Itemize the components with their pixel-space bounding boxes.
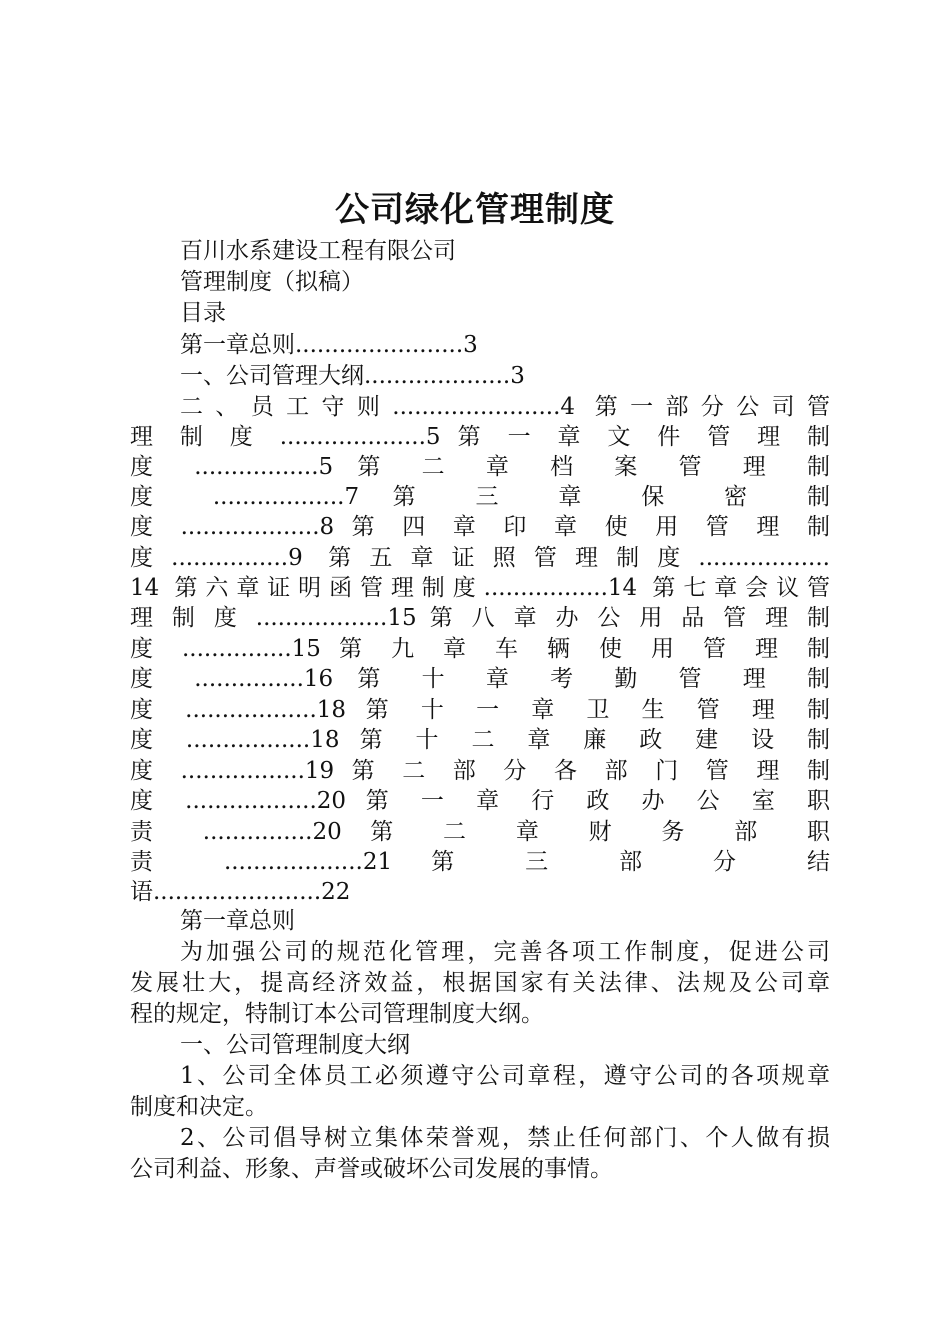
toc-line: 理 制 度 ....................5 第 一 章 文 件 管 理 制	[130, 424, 830, 450]
toc-line: 语.......................22	[130, 879, 351, 905]
paragraph-line: 发展壮大，提高经济效益，根据国家有关法律、法规及公司章	[130, 970, 830, 996]
toc-line: 度 ..................20 第 一 章 行 政 办 公 室 职	[130, 788, 830, 814]
subsection-heading: 一、公司管理制度大纲	[180, 1032, 410, 1058]
toc-heading: 目录	[180, 300, 226, 326]
toc-line: 14 第六章证明函管理制度.................14 第七章会议管	[130, 575, 830, 601]
toc-line: 度................9 第五章证照管理制度..................	[130, 545, 830, 571]
paragraph-line: 制度和决定。	[130, 1094, 268, 1120]
section-heading: 第一章总则	[180, 908, 295, 934]
toc-line: 度 ..................18 第 十 一 章 卫 生 管 理 制	[130, 697, 830, 723]
paragraph-line: 1、公司全体员工必须遵守公司章程，遵守公司的各项规章	[180, 1063, 830, 1089]
toc-line: 度 ...................8 第 四 章 印 章 使 用 管 理 制	[130, 514, 830, 540]
toc-line: 责 ...................21 第 三 部 分 结	[130, 849, 830, 875]
document-title: 公司绿化管理制度	[335, 190, 615, 230]
toc-line: 第一章总则.......................3	[180, 332, 478, 358]
paragraph-line: 公司利益、形象、声誉或破坏公司发展的事情。	[130, 1156, 613, 1182]
toc-line: 度 .................5 第 二 章 档 案 管 理 制	[130, 454, 830, 480]
toc-line: 一、公司管理大纲....................3	[180, 363, 525, 389]
paragraph-line: 程的规定，特制订本公司管理制度大纲。	[130, 1001, 544, 1027]
toc-line: 度 .................18 第 十 二 章 廉 政 建 设 制	[130, 727, 830, 753]
toc-line: 度 .................19 第 二 部 分 各 部 门 管 理 制	[130, 758, 830, 784]
toc-line: 度 ...............15 第 九 章 车 辆 使 用 管 理 制	[130, 636, 830, 662]
toc-line: 度 ...............16 第 十 章 考 勤 管 理 制	[130, 666, 830, 692]
toc-line: 二、员工守则.......................4 第一部分公司管	[180, 394, 830, 420]
document-subtitle: 管理制度（拟稿）	[180, 269, 364, 295]
toc-line: 理 制 度 ..................15 第 八 章 办 公 用 品 管 理 制	[130, 605, 830, 631]
paragraph-line: 为加强公司的规范化管理，完善各项工作制度，促进公司	[180, 939, 830, 965]
toc-line: 责 ...............20 第 二 章 财 务 部 职	[130, 819, 830, 845]
company-name: 百川水系建设工程有限公司	[180, 238, 456, 264]
toc-line: 度 ..................7 第 三 章 保 密 制	[130, 484, 830, 510]
paragraph-line: 2、公司倡导树立集体荣誉观，禁止任何部门、个人做有损	[180, 1125, 830, 1151]
